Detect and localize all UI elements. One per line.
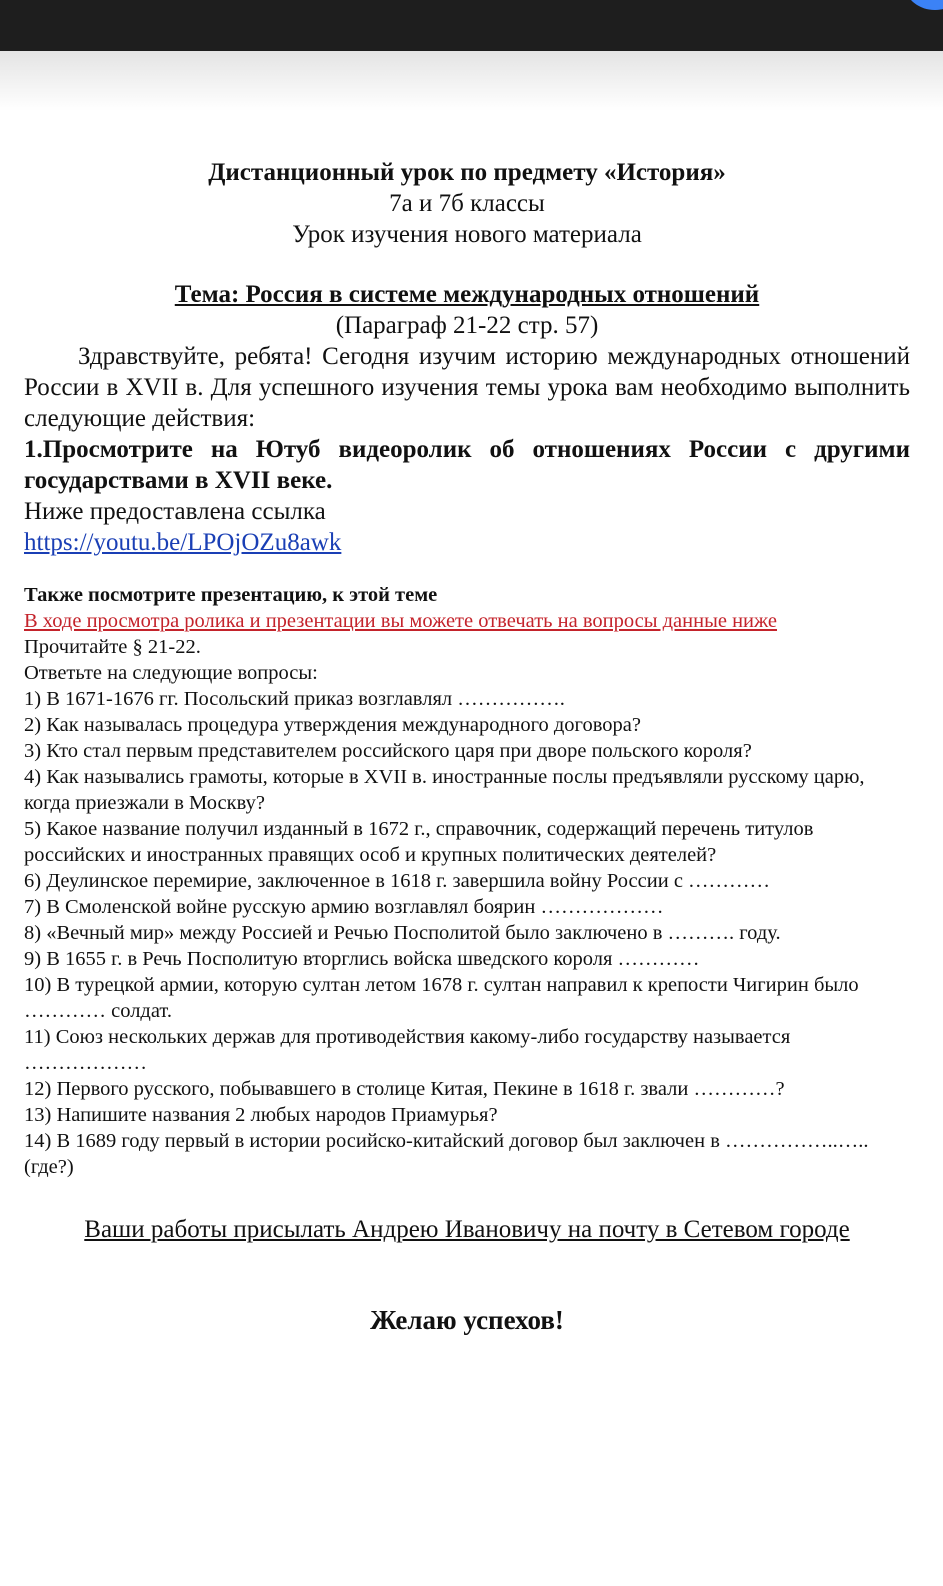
avatar[interactable] <box>905 0 943 10</box>
youtube-link[interactable]: https://youtu.be/LPOjOZu8awk <box>24 529 342 556</box>
doc-presentation-note: Также посмотрите презентацию, к этой теме <box>24 584 438 606</box>
doc-classes: 7а и 7б классы <box>389 190 545 217</box>
document-page <box>24 158 910 1335</box>
question-item: 4) Как назывались грамоты, которые в XVII в. иностранные послы предъявляли русскому царю, когда приезжали в Москву? <box>24 766 865 814</box>
doc-send-note: Ваши работы присылать Андрею Ивановичу на почту в Сетевом городе <box>84 1216 850 1243</box>
question-item: 11) Союз нескольких держав для противодействия какому-либо государству называется ……………… <box>24 1026 791 1074</box>
questions-list <box>24 686 910 1180</box>
toolbar-shadow <box>0 51 943 111</box>
question-item: 13) Напишите названия 2 любых народов Приамурья? <box>24 1104 498 1126</box>
question-item: 1) В 1671-1676 гг. Посольский приказ возглавлял ……………. <box>24 688 565 710</box>
question-item: 8) «Вечный мир» между Россией и Речью Посполитой было заключено в ………. году. <box>24 922 781 944</box>
question-item: 14) В 1689 году первый в истории росийско-китайский договор был заключен в ……………..….. (где?) <box>24 1130 869 1178</box>
doc-lesson-type: Урок изучения нового материала <box>292 221 642 248</box>
doc-title: Дистанционный урок по предмету «История» <box>208 159 726 186</box>
question-item: 9) В 1655 г. в Речь Посполитую вторглись войска шведского короля ………… <box>24 948 700 970</box>
question-item: 6) Деулинское перемирие, заключенное в 1618 г. завершила войну России с ………… <box>24 870 771 892</box>
doc-red-note: В ходе просмотра ролика и презентации вы можете отвечать на вопросы данные ниже <box>24 610 778 632</box>
doc-answer-note: Ответьте на следующие вопросы: <box>24 662 318 684</box>
question-item: 2) Как называлась процедура утверждения международного договора? <box>24 714 641 736</box>
doc-task1: 1.Просмотрите на Ютуб видеоролик об отношениях России с другими государствами в XVII веке. <box>24 436 910 494</box>
doc-closing: Желаю успехов! <box>370 1305 564 1335</box>
question-item: 7) В Смоленской войне русскую армию возглавлял боярин ……………… <box>24 896 664 918</box>
doc-topic: Тема: Россия в системе международных отношений <box>174 281 760 308</box>
question-item: 12) Первого русского, побывавшего в столице Китая, Пекине в 1618 г. звали …………? <box>24 1078 785 1100</box>
doc-read-note: Прочитайте § 21-22. <box>24 636 201 658</box>
doc-paragraph-ref: (Параграф 21-22 стр. 57) <box>335 312 599 339</box>
doc-link-note: Ниже предоставлена ссылка <box>24 498 326 525</box>
doc-intro: Здравствуйте, ребята! Сегодня изучим историю международных отношений России в XVII в. Для успешного изучения темы урока вам необходимо выполнить следующие действия: <box>24 343 910 432</box>
top-bar <box>0 0 943 51</box>
question-item: 3) Кто стал первым представителем российского царя при дворе польского короля? <box>24 740 752 762</box>
question-item: 10) В турецкой армии, которую султан летом 1678 г. султан направил к крепости Чигирин было ………… солдат. <box>24 974 859 1022</box>
question-item: 5) Какое название получил изданный в 1672 г., справочник, содержащий перечень титулов российских и иностранных правящих особ и крупных политических деятелей? <box>24 818 814 866</box>
